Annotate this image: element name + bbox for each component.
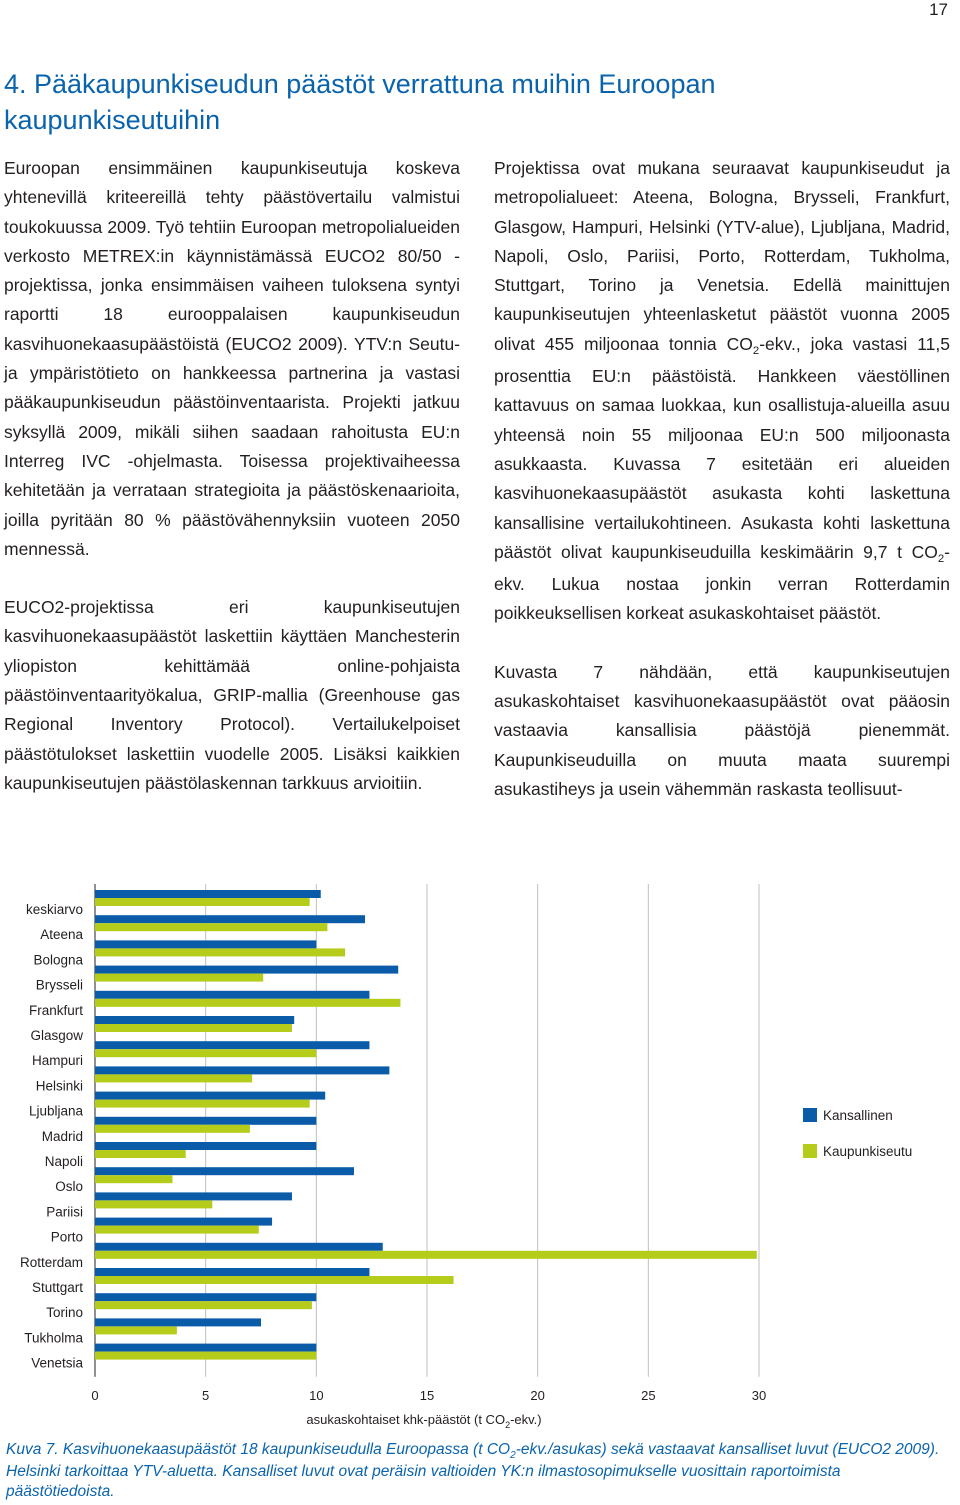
bar-city [95, 898, 310, 906]
bar-city [95, 999, 400, 1007]
category-label: Napoli [44, 1154, 83, 1169]
paragraph: Euroopan ensimmäinen kaupunkiseutuja koskeva yhtenevillä kriteereillä tehty päästövertailu valmistui toukokuussa 2009. Työ tehtiin Euroopan metropolialueiden verkosto METREX:in käynnistämässä EUCO2 80/50 -projektissa, jonka ensimmäisen vaiheen tuloksena syntyi raportti 18 eurooppalaisen kaupunkiseudun kasvihuonekaasupäästöistä (EUCO2 2009). YTV:n Seutu- ja ympäristötieto on hankkeessa partnerina ja vastasi pääkaupunkiseudun päästöinventaarista. Projekti jatkuu syksyllä 2009, mikäli siihen saadaan rahoitusta EU:n Interreg IVC -ohjelmasta. Toisessa projektivaiheessa kehitetään ja verrataan strategioita ja päästöskenaarioita, joilla pyritään 80 % päästövähennyksiin vuoteen 2050 mennessä. [4, 158, 460, 559]
x-tick-label: 30 [751, 1387, 767, 1403]
category-label: Bologna [33, 952, 83, 968]
bar-city [95, 1150, 186, 1158]
x-axis-label: asukaskohtaiset khk-päästöt (t $CO_2-ekv$.) [306, 1411, 542, 1430]
left-text-column [4, 154, 460, 827]
paragraph [494, 154, 950, 629]
category-label: Pariisi [46, 1204, 83, 1220]
x-tick-label: 0 [91, 1387, 99, 1403]
subscript: 2 [937, 552, 945, 565]
bar-city [95, 948, 345, 956]
bar-national [95, 1218, 272, 1226]
bar-national [95, 1167, 354, 1175]
text-run: Projektissa ovat mukana seuraavat kaupunkiseudut ja metropolialueet: Ateena, Bologna, Brysseli, Frankfurt, Glasgow, Hampuri, Helsinki (YTV-alue), Ljubljana, Madrid, Napoli, Oslo, Pariisi, Porto, Rotterdam, Tukholma, Stuttgart, Torino ja Venetsia. Edellä mainittujen kaupunkiseutujen yhteenlasketut päästöt vuonna 2005 olivat 455 miljoonaa tonnia CO [494, 158, 950, 354]
bar-city [95, 1074, 252, 1082]
bar-national [95, 1243, 383, 1251]
bar-national [95, 966, 398, 974]
bar-national [95, 1041, 369, 1049]
bar-national [95, 915, 365, 923]
legend-swatch [803, 1108, 817, 1122]
category-label: Oslo [55, 1179, 83, 1195]
category-label: Venetsia [31, 1355, 83, 1371]
bar-national [95, 1016, 294, 1024]
category-label: Torino [46, 1305, 83, 1321]
bar-national [95, 1117, 316, 1125]
bar-national [95, 1344, 316, 1352]
caption-text: -ekv./asukas) sekä vastaavat kansalliset luvut (EUCO2 2009). Helsinki tarkoittaa YTV-aluetta. Kansalliset luvut ovat peräisin valtioiden YK:n ilmastosopimukselle vuosittain raportoimista päästötiedoista. [6, 1441, 940, 1500]
text-run: -ekv. Lukua nostaa jonkin verran Rotterdamin poikkeuksellisen korkeat asukaskohtaiset päästöt. [494, 541, 950, 624]
x-tick-label: 5 [202, 1387, 210, 1403]
x-tick-label: 20 [530, 1387, 545, 1403]
subscript: 2 [752, 344, 760, 357]
bar-city [95, 1125, 250, 1133]
bar-national [95, 1066, 389, 1074]
category-label: Glasgow [30, 1028, 83, 1043]
bar-city [95, 974, 263, 982]
category-label: Brysseli [35, 977, 83, 993]
bar-national [95, 1092, 325, 1100]
category-label: Helsinki [35, 1078, 83, 1094]
bar-national [95, 890, 321, 898]
bar-national [95, 991, 369, 999]
legend-label: Kansallinen [823, 1108, 893, 1123]
bar-national [95, 940, 316, 948]
x-tick-label: 15 [419, 1387, 435, 1403]
bar-national [95, 1142, 316, 1150]
bar-city [95, 1024, 292, 1032]
category-label: Madrid [41, 1128, 83, 1144]
category-label: keskiarvo [25, 902, 83, 917]
bar-city [95, 1276, 454, 1284]
category-label: Rotterdam [19, 1254, 83, 1270]
section-heading: 4. Pääkaupunkiseudun päästöt verrattuna muihin Euroopan kaupunkiseutuihin [4, 69, 716, 135]
bar-city [95, 1352, 316, 1360]
bar-city [95, 1226, 259, 1234]
text-run: -ekv., joka vastasi 11,5 prosenttia EU:n päästöistä. Hankkeen väestöllinen kattavuus on samaa luokkaa, kun osallistuja-alueilla asuu yhteensä noin 55 miljoonaa EU:n 500 miljoonasta asukkaasta. Kuvassa 7 esitetään eri alueiden kasvihuonekaasupäästöt asukasta kohti laskettuna kansallisine vertailukohtineen. Asukasta kohti laskettuna päästöt olivat kaupunkiseuduilla keskimäärin 9,7 t CO [494, 333, 950, 562]
bar-city [95, 1200, 212, 1208]
paragraph: Kuvasta 7 nähdään, että kaupunkiseutujen asukaskohtaiset kasvihuonekaasupäästöt ovat pääosin vastaavia kansallisia päästöjä pienemmät. Kaupunkiseuduilla on muuta maata suurempi asukastiheys ja usein vähemmän raskasta teollisuut- [494, 661, 950, 799]
x-tick-label: 25 [641, 1387, 656, 1403]
bar-national [95, 1293, 316, 1301]
category-label: Porto [50, 1229, 83, 1245]
bar-city [95, 1175, 172, 1183]
paragraph: EUCO2-projektissa eri kaupunkiseutujen kasvihuonekaasupäästöt laskettiin käyttäen Manchesterin yliopiston kehittämää online-pohjaista päästöinventaarityökalua, GRIP-mallia (Greenhouse gas Regional Inventory Protocol). Vertailukelpoiset päästötulokset laskettiin vuodelle 2005. Lisäksi kaikkien kaupunkiseutujen päästölaskennan tarkkuus arvioitiin. [4, 597, 460, 793]
category-label: Ljubljana [28, 1103, 83, 1119]
bar-city [95, 1100, 310, 1108]
bar-city [95, 923, 327, 931]
bar-city [95, 1326, 177, 1334]
page-number: 17 [929, 0, 948, 19]
bar-national [95, 1318, 261, 1326]
bar-city [95, 1049, 316, 1057]
bar-city [95, 1251, 757, 1259]
caption-text: Kuva 7. Kasvihuonekaasupäästöt 18 kaupunkiseudulla Euroopassa (t CO [6, 1441, 511, 1458]
bar-city [95, 1301, 312, 1309]
legend-label: Kaupunkiseutu [823, 1144, 913, 1159]
category-label: Frankfurt [28, 1002, 83, 1018]
subscript: 2 [510, 1450, 516, 1461]
category-label: Ateena [40, 927, 83, 943]
right-text-column [494, 154, 950, 833]
bar-national [95, 1268, 369, 1276]
x-tick-label: 10 [309, 1387, 324, 1403]
figure-caption [6, 1440, 946, 1502]
legend-swatch [803, 1144, 817, 1158]
category-label: Stuttgart [31, 1280, 83, 1295]
emissions-bar-chart [0, 880, 960, 1430]
category-label: Tukholma [24, 1330, 83, 1346]
category-label: Hampuri [31, 1053, 83, 1069]
bar-national [95, 1192, 292, 1200]
